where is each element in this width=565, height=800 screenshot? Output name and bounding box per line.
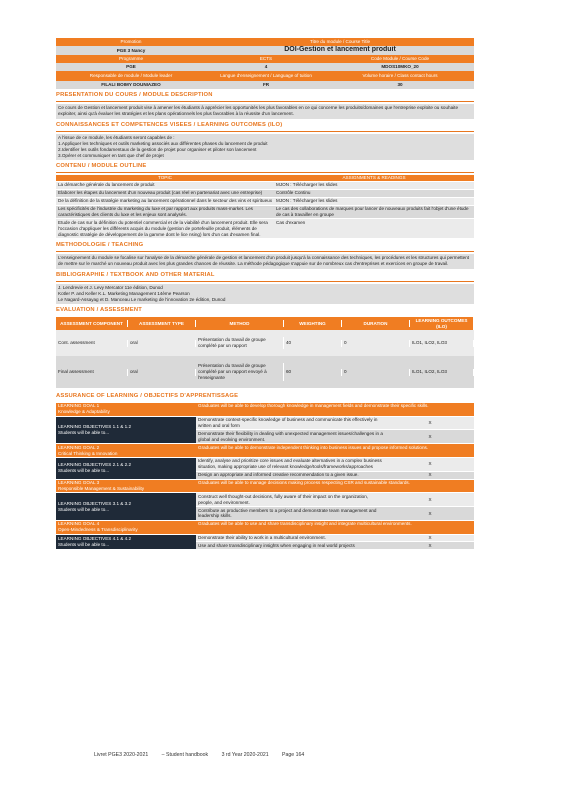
outline-topic-header: TOPIC [56,175,274,183]
learning-goal-label: LEARNING GOAL 4 Open-Mindedness & Transdisciplinarity [56,521,196,535]
assessment-duration: 0 [342,369,410,376]
learning-objective-text: Demonstrate their flexibility in dealing with unexpected management issues/challenges in a global and evolving environment. [196,430,386,444]
learning-objective-text: Contribute as productive members to a project and demonstrate team management and leadership skills. [196,507,386,521]
outline-topic: De la définition de la stratégie marketing au lancement opérationnel dans le secteur des vins et spiritueux [56,198,274,206]
assessment-ilo: ILO1, ILO2, ILO3 [410,340,474,347]
learning-objectives-label: LEARNING OBJECTIVES 1.1 & 1.2 Students will be able to... [56,417,196,445]
assessment-method: Présentation du travail de groupe complété par un rapport envoyé à l'enseignante [196,363,284,382]
module-leader-label: Responsable de module / Module leader [89,73,173,79]
course-code-label: Code Module / Course Code [370,56,430,62]
assessment-duration: 0 [342,340,410,347]
bibliography-box [56,284,474,305]
teaching-title: METHODOLOGIE / TEACHING [56,242,474,252]
course-title-value: DOI-Gestion et lancement produit [284,46,396,54]
learning-outcomes-intro: A l'issue de ce module, les étudiants seront capables de : [58,135,175,141]
learning-objective-mark: X [386,507,474,521]
learning-objective-mark: X [386,458,474,472]
learning-goal-description: Graduates will be able to manage decisions making process respecting CSR and sustainable standards. [196,480,474,494]
assessment-table [56,317,474,388]
learning-objective-mark: X [386,472,474,480]
promotion-value: PGE 3 Nancy [116,47,146,53]
learning-objectives-label: LEARNING OBJECTIVES 2.1 & 2.2 Students will be able to... [56,458,196,480]
learning-objectives-row [56,417,474,445]
table-row [56,182,474,190]
learning-objective-text: Demonstrate their ability to work in a multicultural environment. [196,535,386,543]
learning-objective-item [196,472,474,480]
presentation-text: Ce cours de Gestion et lancement produit vise à amener les étudiants à apprécier les opportunités les plus favorables en ce qui concerne les produits/domaines que l'entreprise exploite ou souhaite exploiter, ainsi qu'à évaluer les stratégies et les plans opérationnels les plus favorables à la réussite d'un lancement. [56,104,474,119]
assessment-duration-header: DURATION [342,320,410,327]
learning-objective-item [196,417,474,431]
outline-header-row [56,175,474,182]
assessment-ilo-header: LEARNING OUTCOMES (ILO) [410,317,474,330]
outline-topic: La démarche générale du lancement de produit [56,182,274,190]
language-value: FR [262,82,270,88]
learning-objectives-row [56,493,474,521]
assessment-ilo: ILO1, ILO2, ILO3 [410,369,474,376]
learning-goals-table [56,403,474,550]
presentation-title: PRESENTATION DU COURS / MODULE DESCRIPTION [56,92,474,102]
header-row-values-1 [56,46,474,55]
learning-goal-label: LEARNING GOAL 1 Knowledge & Adaptability [56,403,196,417]
outline-assignment: MJON : Télécharger les slides [274,198,474,206]
contact-hours-value: 30 [397,82,403,88]
bibliography-title: BIBLIOGRAPHIE / TEXTBOOK AND OTHER MATERIAL [56,272,474,282]
learning-objective-item [196,542,474,550]
learning-objective-text: Design an appropriate and informed creative recommendation to a given issue. [196,472,386,480]
learning-outcome-2: 2.Identifier les outils fondamentaux de la gestion de projet pour organiser et piloter son lancement [58,146,257,152]
learning-goal-label: LEARNING GOAL 3 Responsible Management & Sustainability [56,480,196,494]
learning-goal-description: Graduates will be able to develop thorough knowledge in management fields and demonstrate their specific skills. [196,403,474,417]
learning-objective-text: Construct well thought-out decisions, fully aware of their impact on the organization, people, and environment. [196,493,386,507]
learning-objective-mark: X [386,493,474,507]
header-row-labels-2 [56,55,474,63]
module-leader-value: FILALI BOIMY DOUNIAZEO [101,82,161,88]
table-row [56,356,474,388]
outline-assignment: MJON : Télécharger les slides [274,182,474,190]
learning-goal-row [56,444,474,458]
ects-label: ECTS [259,56,273,62]
header-row-values-3 [56,81,474,89]
outline-assignment: Contrôle Continu [274,190,474,198]
outline-assign-header: ASSIGNMENTS & READINGS [274,175,474,183]
table-row [56,219,474,239]
module-outline-table [56,175,474,239]
learning-objective-item [196,430,474,444]
outline-assignment: Cas d'examen [274,219,474,239]
learning-outcomes-title: CONNAISSANCES ET COMPETENCES VISEES / LEARNING OUTCOMES (ILO) [56,122,474,132]
bibliography-item: Kotler P. and Keller K.L. Marketing Management 14ème Pearson [58,290,190,296]
assurance-title: ASSURANCE OF LEARNING / OBJECTIFS D'APPRENTISSAGE [56,393,239,400]
learning-goal-description: Graduates will be able to demonstrate independent thinking into business issues and propose informed solutions. [196,444,474,458]
learning-objective-item [196,507,474,521]
learning-goal-row [56,521,474,535]
learning-objective-item [196,458,474,472]
assessment-type: oral [128,369,196,376]
page-footer [94,752,316,759]
footer-handbook: Livret PGE3 2020-2021 [94,752,149,758]
table-row [56,330,474,356]
ects-value: 4 [264,64,268,70]
bibliography-item: Le Nagard-Assayag et D. Manceau Le marketing de l'innovation 2e édition, Dunod [58,296,226,302]
learning-objectives-list [196,535,474,551]
language-label: Langue d'enseignement / Language of tuition [220,73,312,79]
learning-outcome-1: 1.Appliquer les techniques et outils marketing associés aux différentes phases du lancement de produit [58,140,268,146]
learning-objective-mark: X [386,542,474,550]
outline-topic: Elaborer les étapes du lancement d'un nouveau produit (cas réel en partenariat avec une entreprise) [56,190,274,198]
learning-objectives-list [196,417,474,445]
learning-objectives-label: LEARNING OBJECTIVES 3.1 & 3.2 Students will be able to... [56,493,196,521]
course-title-label: Titre du module / Course Title [309,39,371,45]
course-code-value: MDOS10MKO_20 [381,64,419,70]
assessment-weighting: 40 [284,340,342,347]
bibliography-item: J. Lendrevie et J. Levy Mercator 11e édition, Dunod [58,285,163,291]
course-header-table [56,38,474,89]
assessment-weighting-header: WEIGHTING [284,320,342,327]
outline-assignment: Le cas des collaborations de marques pour lancer de nouveaux produits fait l'objet d'une étude de cas à travailler en groupe [274,206,474,220]
learning-objectives-row [56,458,474,480]
table-row [56,198,474,206]
assessment-component: Final assessment [56,369,128,376]
learning-objective-item [196,493,474,507]
programme-label: Programme [119,56,143,62]
learning-goal-label: LEARNING GOAL 2 Critical Thinking & Innovation [56,444,196,458]
table-row [56,190,474,198]
learning-objectives-list [196,493,474,521]
learning-objective-text: Use and share transdisciplinary insights when engaging in real world projects [196,542,386,550]
learning-objectives-row [56,535,474,551]
footer-year: 3 rd Year 2020-2021 [221,752,269,758]
outline-topic: Les spécificités de l'industrie du marketing du luxe et par rapport aux produits mass-market. Les caractéristiques des clients du luxe et les enjeux sont analysés. [56,206,274,220]
assessment-component: Cont. assessment [56,340,128,347]
learning-goal-description: Graduates will be able to use and share transdisciplinary insight and integrate multicultural environments. [196,521,474,535]
learning-objective-item [196,535,474,543]
learning-objective-text: Identify, analyse and prioritize core issues and evaluate alternatives in a complex business situation, making appropriate use of relevant knowledge/tools/frameworks/approaches [196,458,386,472]
promotion-label: Promotion [120,39,142,45]
learning-objectives-list [196,458,474,480]
teaching-text: L'enseignement du module se focalise sur l'analyse de la démarche générale de gestion et lancement d'un produit jusqu'à la connaissance des techniques, les procédures et les structures qui permettent de mettre sur le marché un nouveau produit avec les plus grandes chances de réussite. La méthode pédagogique s'appuie sur de nombreux cas d'entreprises et exercices en groupe de travail. [56,254,474,269]
learning-outcome-3: 3.Opérer et communiquer en tant que chef de projet [58,152,164,158]
module-outline-title: CONTENU / MODULE OUTLINE [56,163,474,173]
footer-student-handbook: – Student handbook [161,752,209,758]
table-row [56,206,474,220]
assessment-method-header: METHOD [196,320,284,327]
header-row-values-2 [56,63,474,71]
header-row-labels-3 [56,71,474,81]
outline-topic: Etude de cas sur la définition du potentiel commercial et de la viabilité d'un lancement produit. Elle sera l'occasion d'appliquer les différents acquis du module (gestion de portefeuille produit, éléments de diagnostic stratégie de développement de la gamme dont le lice nsing) lors d'un cas d'examen final. [56,219,274,239]
assessment-type: oral [128,340,196,347]
footer-page-number: Page 164 [282,752,305,758]
assessment-header-row [56,317,474,330]
programme-value: PGE [126,64,136,70]
learning-objective-mark: X [386,417,474,431]
learning-goal-row [56,403,474,417]
course-sheet [56,38,474,550]
assessment-title: EVALUATION / ASSESSMENT [56,307,142,314]
learning-objective-mark: X [386,535,474,543]
learning-goal-row [56,480,474,494]
learning-outcomes-box [56,134,474,161]
learning-objective-text: Demonstrate context-specific knowledge of business and communicate this effectively in written and oral form [196,417,386,431]
learning-objectives-label: LEARNING OBJECTIVES 4.1 & 4.2 Students will be able to... [56,535,196,551]
assessment-method: Présentation du travail de groupe complété par un rapport [196,337,284,350]
assessment-type-header: ASSESSMENT TYPE [128,320,196,327]
learning-objective-mark: X [386,430,474,444]
assessment-component-header: ASSESSMENT COMPONENT [56,320,128,327]
contact-hours-label: Volume horaire / Class contact hours [362,73,438,79]
assessment-weighting: 60 [284,369,342,376]
